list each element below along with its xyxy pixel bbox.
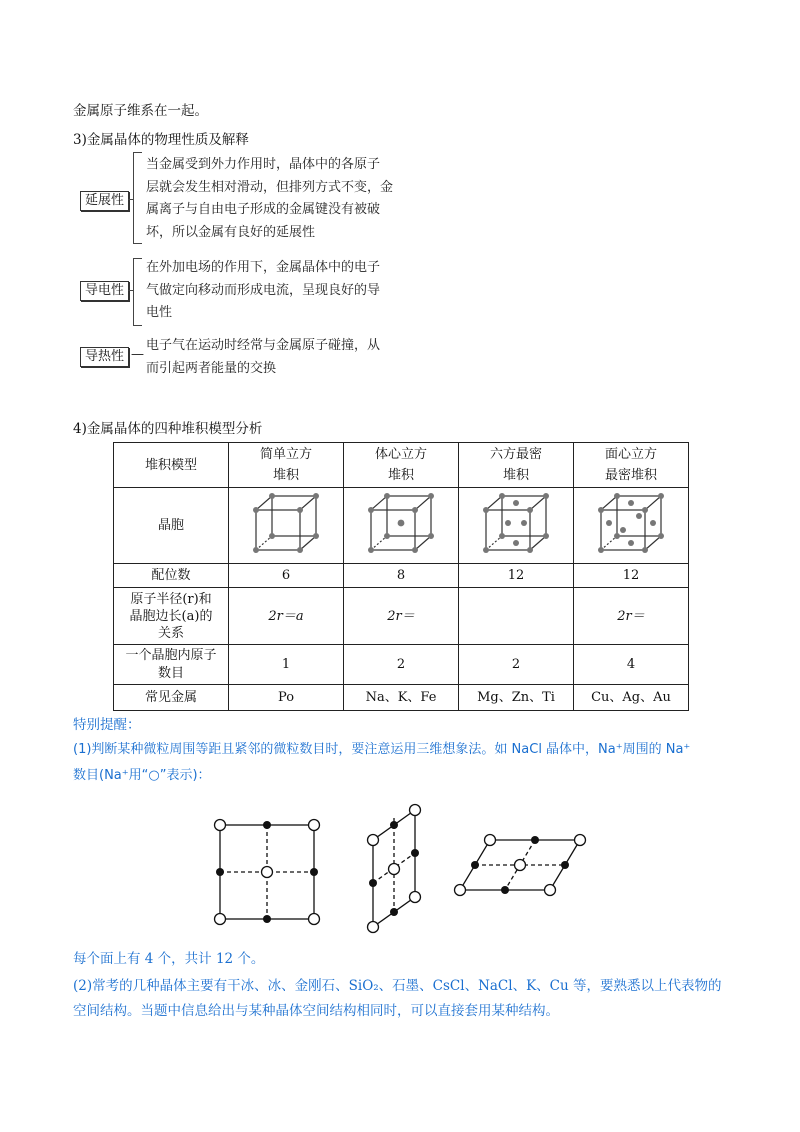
table-row [114,685,689,711]
table-cell: 2r＝ [574,588,689,645]
bcc-cell-icon [363,490,439,554]
bracket-tick [128,199,133,200]
desc-line: 电子气在运动时经常与金属原子碰撞，从 [146,338,381,353]
desc-line: 坏，所以金属有良好的延展性 [146,224,316,240]
cell-image-simple-cubic [229,488,344,564]
table-row [114,588,689,645]
table-cell: 4 [574,645,689,685]
desc-line: 层就会发生相对滑动，但排列方式不变，金 [146,179,394,195]
conductivity-label: 导电性 [80,281,129,301]
table-cell: 12 [459,564,574,588]
table-cell: Po [229,685,344,711]
table-cell [459,588,574,645]
simple-cubic-cell-icon [248,490,324,554]
desc-line: 而引起两者能量的交换 [146,360,277,376]
table-row-label: 常见金属 [114,685,229,711]
cell-image-fcc [574,488,689,564]
desc-line: 当金属受到外力作用时，晶体中的各原子 [146,157,381,172]
bracket-tick [128,290,133,291]
desc-line: 气做定向移动而形成电流，呈现良好的导 [146,282,381,298]
fcc-cell-icon [593,490,669,554]
table-col-header: 体心立方 堆积 [344,443,459,488]
stacking-table [113,442,689,711]
table-cell: 2 [344,645,459,685]
table-col-header: 六方最密 堆积 [459,443,574,488]
desc-line: 电性 [146,305,173,320]
desc-line: 属离子与自由电子形成的金属键没有被破 [146,202,381,217]
section3-title: 3)金属晶体的物理性质及解释 [73,132,249,148]
square-plane [215,820,320,925]
table-cell: 12 [574,564,689,588]
table-row [114,564,689,588]
horizontal-plane [455,835,586,896]
ductility-desc [146,154,416,244]
table-col-header: 面心立方 最密堆积 [574,443,689,488]
desc-line: 在外加电场的作用下，金属晶体中的电子 [146,260,381,275]
bracket [133,258,142,326]
bracket [133,152,142,244]
table-cell: 2 [459,645,574,685]
table-header-label: 堆积模型 [114,443,229,488]
hcp-cell-icon [478,490,554,554]
table-cell: 2r＝ [344,588,459,645]
table-row [114,443,689,488]
note1-line1: (1)判断某种微粒周围等距且紧邻的微粒数目时，要注意运用三维想象法。如 NaCl 晶体中，Na⁺周围的 Na⁺ [73,742,691,757]
notes-heading: 特别提醒： [73,717,141,733]
table-row-label: 原子半径(r)和 晶胞边长(a)的 关系 [114,588,229,645]
cell-image-bcc [344,488,459,564]
table-cell: Mg、Zn、Ti [459,685,574,711]
table-row-label: 配位数 [114,564,229,588]
table-col-header: 简单立方 堆积 [229,443,344,488]
table-cell: 6 [229,564,344,588]
note2-line2: 空间结构。当题中信息给出与某种晶体空间结构相同时，可以直接套用某种结构。 [73,1003,559,1019]
thermal-desc [146,335,416,380]
table-row-label: 一个晶胞内原子 数目 [114,645,229,685]
note1-result: 每个面上有 4 个，共计 12 个。 [73,951,265,967]
conductivity-desc [146,257,416,325]
section4-title: 4)金属晶体的四种堆积模型分析 [73,421,263,437]
table-cell: 2r＝a [229,588,344,645]
vertical-plane [368,805,421,933]
cell-image-hcp [459,488,574,564]
table-row-label: 晶胞 [114,488,229,564]
note2-line1: (2)常考的几种晶体主要有干冰、冰、金刚石、SiO₂、石墨、CsCl、NaCl、K、Cu 等，要熟悉以上代表物的 [73,978,722,994]
ductility-label: 延展性 [80,191,129,211]
nacl-plane-diagrams [205,795,800,945]
note1-line2: 数目(Na⁺用“○”表示)： [73,768,211,783]
dash: — [131,347,144,362]
intro-line: 金属原子维系在一起。 [73,103,208,119]
table-row [114,645,689,685]
thermal-label: 导热性 [80,347,129,367]
table-row [114,488,689,564]
table-cell: 8 [344,564,459,588]
table-cell: Cu、Ag、Au [574,685,689,711]
table-cell: 1 [229,645,344,685]
table-cell: Na、K、Fe [344,685,459,711]
